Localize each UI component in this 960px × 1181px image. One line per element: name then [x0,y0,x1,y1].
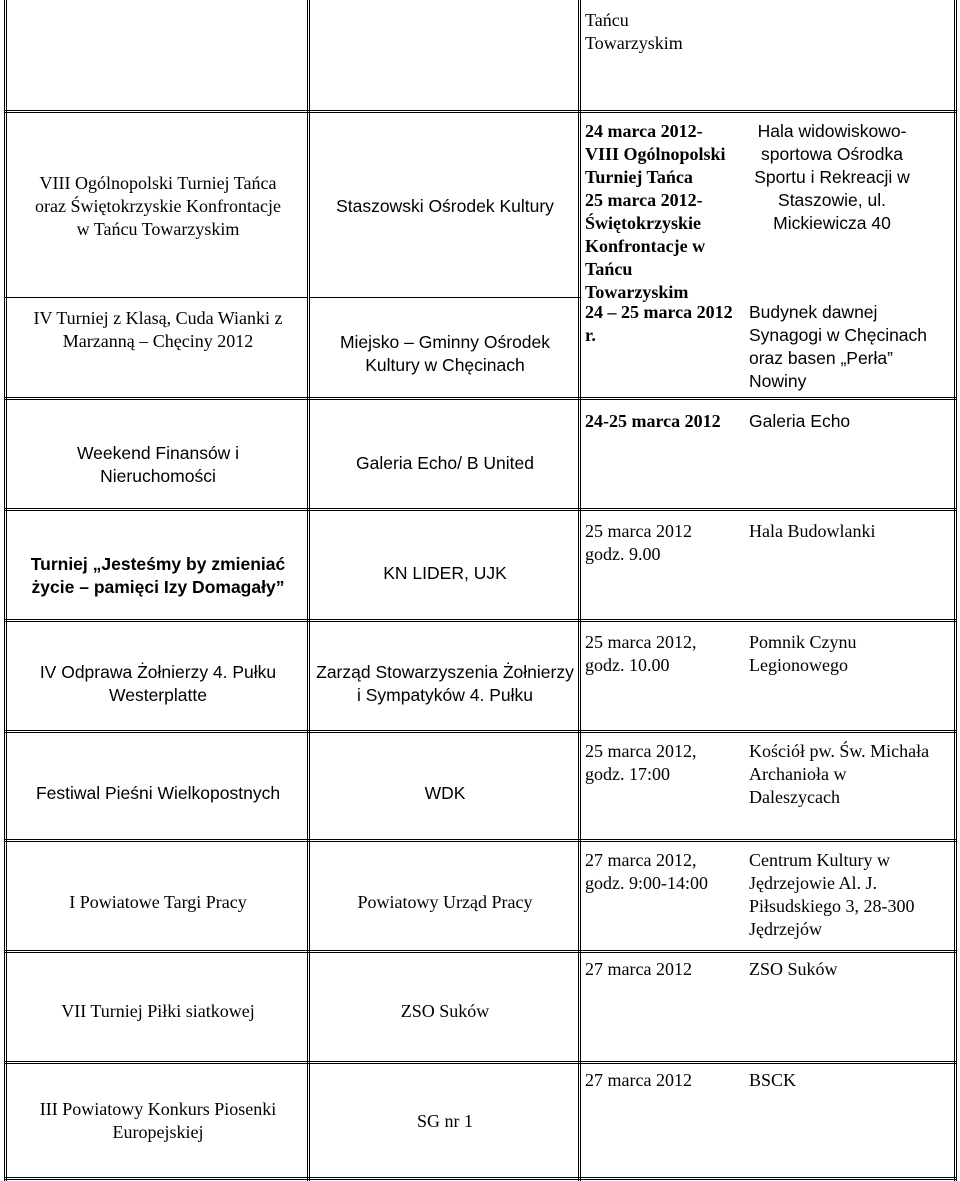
event-date: 27 marca 2012 [585,1070,692,1090]
event-place: Budynek dawnej Synagogi w Chęcinach oraz basen „Perła” Nowiny [749,302,928,391]
row-divider [4,839,957,842]
table-border-bottom [4,1177,957,1180]
row-divider [309,297,580,298]
event-date: 25 marca 2012, godz. 17:00 [585,741,697,784]
organizer: Powiatowy Urząd Pracy [357,892,533,912]
event-date: 27 marca 2012, godz. 9:00-14:00 [585,850,708,893]
event-name: Festiwal Pieśni Wielkopostnych [35,783,281,803]
event-name: Weekend Finansów i Nieruchomości [76,443,240,486]
row-divider [4,110,957,113]
row-divider [4,297,308,298]
event-name: IV Turniej z Klasą, Cuda Wianki z Marzanną – Chęciny 2012 [33,308,283,351]
column-divider [307,0,310,1181]
event-place: ZSO Suków [749,959,838,979]
event-place: Pomnik Czynu Legionowego [749,632,857,675]
event-place: Centrum Kultury w Jędrzejowie Al. J. Piłsudskiego 3, 28-300 Jędrzejów [749,850,915,939]
event-date: 25 marca 2012, godz. 10.00 [585,632,697,675]
table-border-right [954,0,957,1181]
row-divider [4,508,957,511]
organizer: Zarząd Stowarzyszenia Żołnierzy i Sympatyków 4. Pułku [316,662,574,705]
event-date: 24-25 marca 2012 [585,411,721,431]
row-divider [4,1061,957,1064]
organizer: KN LIDER, UJK [383,563,507,583]
row-divider [4,730,957,733]
event-date: 27 marca 2012 [585,959,692,979]
event-name: I Powiatowe Targi Pracy [69,892,247,912]
organizer: SG nr 1 [416,1111,473,1131]
table-border-left [4,0,7,1181]
event-place: Hala widowiskowo- sportowa Ośrodka Sportu i Rekreacji w Staszowie, ul. Mickiewicza 40 [754,121,910,233]
event-name: III Powiatowy Konkurs Piosenki Europejskiej [39,1099,277,1142]
event-place: Kościół pw. Św. Michała Archanioła w Daleszycach [749,741,930,807]
event-name: VII Turniej Piłki siatkowej [61,1001,255,1021]
row-divider [4,619,957,622]
row-divider [4,397,957,400]
event-name: VIII Ogólnopolski Turniej Tańca oraz Świętokrzyskie Konfrontacje w Tańcu Towarzyskim [35,173,281,239]
event-name: Turniej „Jesteśmy by zmieniać życie – pamięci Izy Domagały” [30,554,286,597]
event-date: 24 marca 2012- VIII Ogólnopolski Turniej Tańca 25 marca 2012- Świętokrzyskie Konfrontacje w Tańcu Towarzyskim [585,121,726,302]
event-name: IV Odprawa Żołnierzy 4. Pułku Westerplatte [39,662,277,705]
event-date: 25 marca 2012 godz. 9.00 [585,521,692,564]
organizer: Galeria Echo/ B United [355,453,534,473]
event-date: 24 – 25 marca 2012 r. [585,302,733,345]
organizer: WDK [424,783,466,803]
row-divider [4,950,957,953]
organizer: ZSO Suków [400,1001,490,1021]
organizer: Staszowski Ośrodek Kultury [336,196,554,216]
date-text: Towarzyskim [585,33,683,53]
table-row-continuation [585,9,683,55]
date-text: Tańcu [585,10,629,30]
event-place: BSCK [749,1070,797,1090]
event-place: Hala Budowlanki [749,521,876,541]
column-divider [578,0,581,1181]
organizer: Miejsko – Gminny Ośrodek Kultury w Chęcinach [339,332,551,375]
event-place: Galeria Echo [749,411,851,431]
